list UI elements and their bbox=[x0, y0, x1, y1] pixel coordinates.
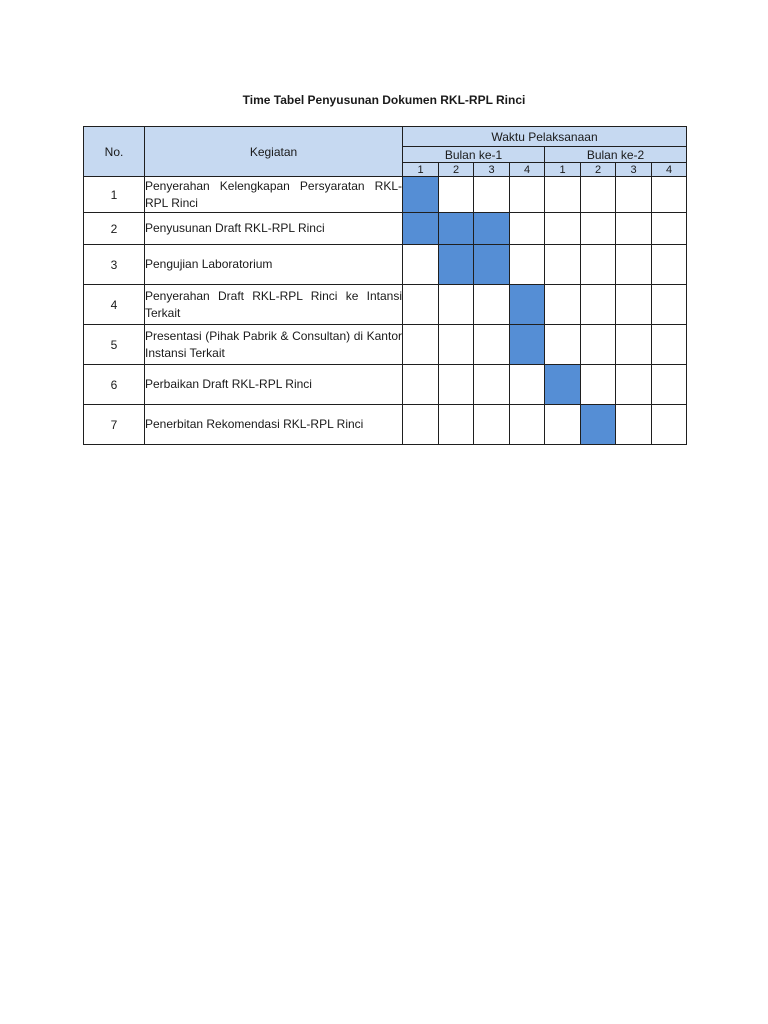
header-month-1: Bulan ke-1 bbox=[403, 147, 545, 163]
schedule-table bbox=[83, 126, 687, 445]
activity-name: Penyerahan Draft RKL-RPL Rinci ke Intansi Terkait bbox=[145, 285, 403, 325]
empty-week-cell bbox=[545, 325, 581, 365]
empty-week-cell bbox=[510, 365, 545, 405]
empty-week-cell bbox=[510, 177, 545, 213]
empty-week-cell bbox=[652, 365, 687, 405]
row-number: 4 bbox=[84, 285, 145, 325]
empty-week-cell bbox=[545, 245, 581, 285]
empty-week-cell bbox=[510, 405, 545, 445]
empty-week-cell bbox=[474, 365, 510, 405]
empty-week-cell bbox=[545, 405, 581, 445]
empty-week-cell bbox=[616, 325, 652, 365]
empty-week-cell bbox=[616, 213, 652, 245]
empty-week-cell bbox=[581, 365, 616, 405]
header-no: No. bbox=[84, 127, 145, 177]
row-number: 7 bbox=[84, 405, 145, 445]
header-month-2: Bulan ke-2 bbox=[545, 147, 687, 163]
activity-name: Penyusunan Draft RKL-RPL Rinci bbox=[145, 213, 403, 245]
row-number: 2 bbox=[84, 213, 145, 245]
table-row bbox=[84, 177, 687, 213]
table-row bbox=[84, 285, 687, 325]
schedule-bar-cell bbox=[403, 177, 439, 213]
empty-week-cell bbox=[581, 213, 616, 245]
activity-name: Penyerahan Kelengkapan Persyaratan RKL-RPL Rinci bbox=[145, 177, 403, 213]
empty-week-cell bbox=[616, 245, 652, 285]
empty-week-cell bbox=[652, 245, 687, 285]
empty-week-cell bbox=[652, 213, 687, 245]
schedule-bar-cell bbox=[474, 245, 510, 285]
activity-name: Penerbitan Rekomendasi RKL-RPL Rinci bbox=[145, 405, 403, 445]
table-header bbox=[84, 127, 687, 177]
header-week: 3 bbox=[474, 163, 510, 177]
empty-week-cell bbox=[439, 325, 474, 365]
table-row bbox=[84, 325, 687, 365]
row-number: 3 bbox=[84, 245, 145, 285]
empty-week-cell bbox=[403, 405, 439, 445]
table-row bbox=[84, 245, 687, 285]
row-number: 6 bbox=[84, 365, 145, 405]
table-row bbox=[84, 365, 687, 405]
header-week: 4 bbox=[652, 163, 687, 177]
table-body bbox=[84, 177, 687, 445]
schedule-bar-cell bbox=[510, 285, 545, 325]
empty-week-cell bbox=[403, 245, 439, 285]
empty-week-cell bbox=[474, 285, 510, 325]
empty-week-cell bbox=[510, 245, 545, 285]
row-number: 1 bbox=[84, 177, 145, 213]
empty-week-cell bbox=[581, 285, 616, 325]
empty-week-cell bbox=[403, 325, 439, 365]
empty-week-cell bbox=[474, 177, 510, 213]
empty-week-cell bbox=[439, 405, 474, 445]
empty-week-cell bbox=[510, 213, 545, 245]
empty-week-cell bbox=[652, 405, 687, 445]
empty-week-cell bbox=[439, 365, 474, 405]
empty-week-cell bbox=[616, 177, 652, 213]
activity-name: Presentasi (Pihak Pabrik & Consultan) di Kantor Instansi Terkait bbox=[145, 325, 403, 365]
row-number: 5 bbox=[84, 325, 145, 365]
table-row bbox=[84, 405, 687, 445]
empty-week-cell bbox=[616, 365, 652, 405]
header-week: 2 bbox=[439, 163, 474, 177]
empty-week-cell bbox=[581, 245, 616, 285]
schedule-bar-cell bbox=[510, 325, 545, 365]
empty-week-cell bbox=[581, 325, 616, 365]
empty-week-cell bbox=[652, 285, 687, 325]
empty-week-cell bbox=[652, 177, 687, 213]
header-week: 1 bbox=[403, 163, 439, 177]
empty-week-cell bbox=[616, 285, 652, 325]
header-kegiatan: Kegiatan bbox=[145, 127, 403, 177]
schedule-bar-cell bbox=[474, 213, 510, 245]
schedule-bar-cell bbox=[545, 365, 581, 405]
activity-name: Perbaikan Draft RKL-RPL Rinci bbox=[145, 365, 403, 405]
empty-week-cell bbox=[616, 405, 652, 445]
empty-week-cell bbox=[652, 325, 687, 365]
document-title: Time Tabel Penyusunan Dokumen RKL-RPL Rinci bbox=[242, 93, 526, 107]
header-week: 1 bbox=[545, 163, 581, 177]
empty-week-cell bbox=[545, 213, 581, 245]
header-week: 2 bbox=[581, 163, 616, 177]
empty-week-cell bbox=[439, 285, 474, 325]
header-week: 4 bbox=[510, 163, 545, 177]
header-waktu-pelaksanaan: Waktu Pelaksanaan bbox=[403, 127, 687, 147]
activity-name: Pengujian Laboratorium bbox=[145, 245, 403, 285]
empty-week-cell bbox=[474, 405, 510, 445]
empty-week-cell bbox=[439, 177, 474, 213]
schedule-bar-cell bbox=[439, 213, 474, 245]
empty-week-cell bbox=[403, 285, 439, 325]
schedule-bar-cell bbox=[403, 213, 439, 245]
empty-week-cell bbox=[545, 285, 581, 325]
table-row bbox=[84, 213, 687, 245]
empty-week-cell bbox=[474, 325, 510, 365]
empty-week-cell bbox=[545, 177, 581, 213]
schedule-bar-cell bbox=[439, 245, 474, 285]
empty-week-cell bbox=[403, 365, 439, 405]
header-week: 3 bbox=[616, 163, 652, 177]
empty-week-cell bbox=[581, 177, 616, 213]
schedule-bar-cell bbox=[581, 405, 616, 445]
